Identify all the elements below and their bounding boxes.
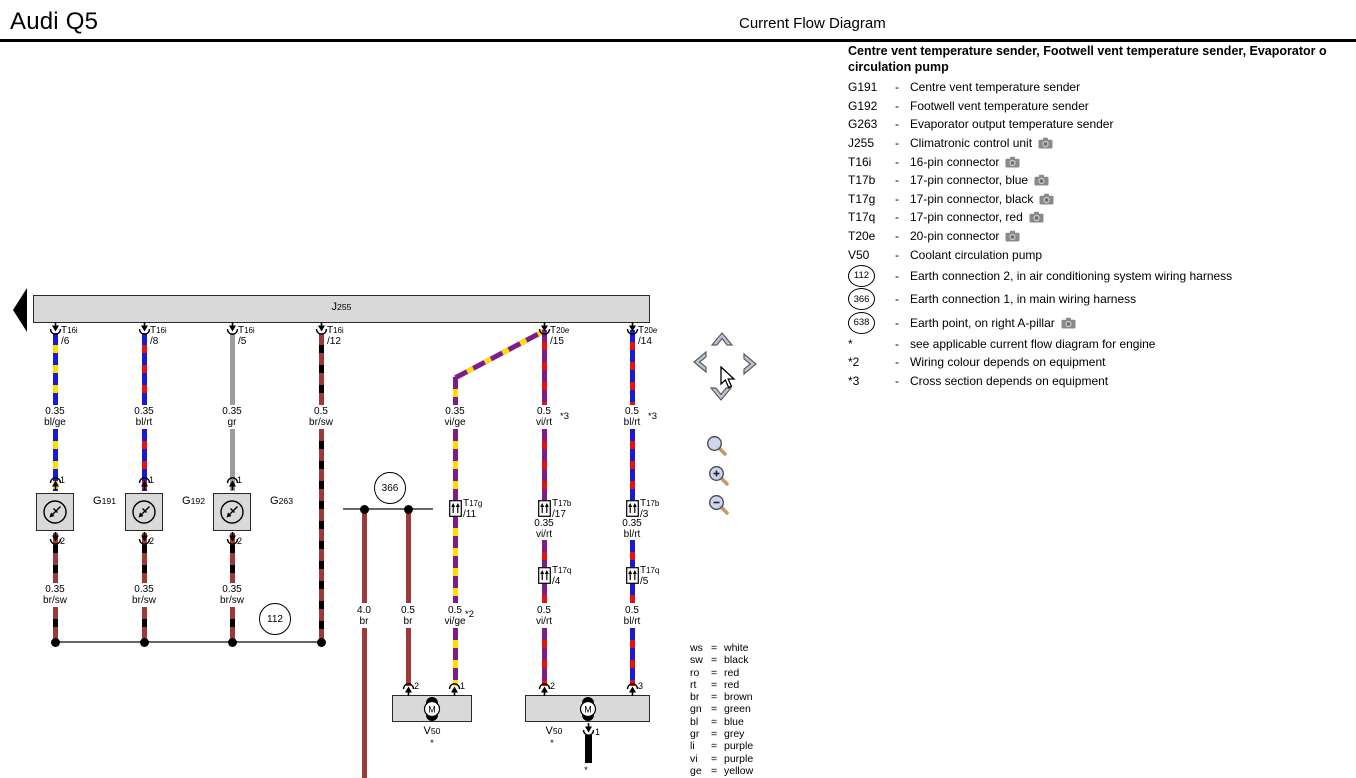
footnote-mark: * [430,738,434,749]
color-name: yellow [724,764,754,777]
wire-label: 4.0 br [357,605,371,627]
legend-dash: - [895,80,899,95]
legend-code: G263 [848,117,878,132]
legend-code: G192 [848,98,878,113]
temperature-sensor-icon [130,498,158,526]
wire-segment [542,540,547,567]
color-abbr: gr [690,728,700,741]
inline-connector-icon [449,500,462,517]
wire-segment [53,333,58,405]
legend-code: T17q [848,210,876,225]
footnote-mark: * [584,765,588,776]
legend-description: Cross section depends on equipment [910,373,1109,388]
component-label: V50 [545,725,563,737]
temperature-sensor-icon [218,498,246,526]
color-name: purple [724,740,754,753]
wire-segment [542,330,547,405]
wire-label: 0.5 bl/rt [623,406,641,428]
legend-dash: - [895,292,899,307]
wire-label: 0.35 bl/rt [134,406,154,428]
color-abbr: vi [690,752,698,765]
footnote-mark: *2 [465,609,474,620]
header-rule [0,39,1356,42]
inline-connector-icon [538,500,551,517]
legend-description: Earth connection 2, in air conditioning system wiring harness [910,268,1233,283]
color-name: red [724,666,740,679]
wire-label: 0.35 vi/ge [444,406,466,428]
pin-number: 1 [595,727,601,737]
wire-label: 0.5 br/sw [309,406,333,428]
wire-segment [230,333,235,405]
wire-label: 0.35 br/sw [132,584,156,606]
component-label: G263 [270,495,294,507]
component-label: G191 [93,495,117,507]
legend-code: G191 [848,80,878,95]
legend-dash: - [895,191,899,206]
legend-code: V50 [848,247,870,262]
wire-diagonal [450,325,550,383]
legend-description: 20-pin connector [910,229,1000,244]
wire-segment [142,607,147,641]
earth-circle: 112 [259,603,291,635]
legend-dash: - [895,336,899,351]
legend-code: T20e [848,229,876,244]
motor-icon [423,697,441,721]
pin-label: T16i /8 [150,325,167,347]
legend-dash: - [895,229,899,244]
page-title: Current Flow Diagram [739,15,886,32]
wire-label: 0.35 gr [222,406,242,428]
wire-segment [542,429,547,500]
legend-code: T17g [848,191,876,206]
mouse-cursor [719,366,737,390]
legend-dash: - [895,173,899,188]
legend-dash: - [895,315,899,330]
legend-description: 17-pin connector, blue [910,173,1029,188]
junction-dot [360,505,369,514]
pin-number: 3 [638,681,644,691]
junction-dot [404,505,413,514]
pin-connector-icon [582,722,595,736]
legend-dash: - [895,268,899,283]
svg-text:M: M [583,704,592,715]
legend-title-line2: circulation pump [848,60,949,74]
pin-number: 2 [237,536,243,546]
color-name: blue [724,715,744,728]
legend-description: Centre vent temperature sender [910,80,1081,95]
legend-description: Evaporator output temperature sender [910,117,1114,132]
zoom-in-button[interactable] [707,464,731,488]
wire-label: 0.35 br/sw [220,584,244,606]
wire-label: 0.35 br/sw [43,584,67,606]
wire-segment [542,628,547,686]
legend-code: *3 [848,373,860,388]
prev-page-arrow[interactable] [13,288,27,332]
wire-label: 0.35 bl/ge [44,406,66,428]
wire-label: 0.5 bl/rt [623,605,641,627]
junction-dot [228,638,237,647]
legend-description: Footwell vent temperature sender [910,98,1089,113]
legend-description: Climatronic control unit [910,136,1033,151]
earth-symbol-icon: 366 [848,288,875,310]
color-abbr: ro [690,666,700,679]
color-abbr: br [690,691,700,704]
earth-symbol-icon: 638 [848,312,875,334]
equals-sign: = [711,703,718,716]
wire-segment [630,628,635,686]
legend-dash: - [895,117,899,132]
inline-connector-icon [538,567,551,584]
wire-segment [453,516,458,603]
pin-label: T16i /6 [61,325,78,347]
wire-segment [453,628,458,686]
wire-label: 0.5 br [401,605,415,627]
wire-segment [406,628,411,686]
legend-dash: - [895,210,899,225]
pin-label: T16i /12 [327,325,344,347]
legend-description: Earth connection 1, in main wiring harness [910,292,1137,307]
earth-bus-line [55,641,321,643]
earth-circle: 366 [374,472,406,504]
wire-segment [319,429,324,641]
wire-segment [230,607,235,641]
wire-segment [362,509,367,603]
footnote-mark: *3 [560,411,569,422]
legend-title-line1: Centre vent temperature sender, Footwell vent temperature sender, Evaporator o [848,44,1327,58]
wire-segment [630,429,635,500]
legend-code: T17b [848,173,876,188]
equals-sign: = [711,764,718,777]
color-name: grey [724,728,745,741]
color-abbr: sw [690,654,703,667]
wire-segment [630,330,635,405]
pin-label: T16i /5 [238,325,255,347]
footnote-mark: *3 [648,411,657,422]
legend-description: see applicable current flow diagram for engine [910,336,1156,351]
inline-connector-label: T17b /17 [552,498,572,520]
wire-segment [453,429,458,500]
junction-dot [51,638,60,647]
pin-label: T20e /15 [550,325,570,347]
inline-connector-icon [626,567,639,584]
pin-number: 1 [237,475,243,485]
color-abbr: gn [690,703,702,716]
equals-sign: = [711,642,718,654]
legend-description: Wiring colour depends on equipment [910,355,1106,370]
color-abbr: bl [690,715,699,728]
inline-connector-label: T17g /11 [463,498,483,520]
inline-connector-label: T17q /4 [552,565,572,587]
legend-code: *2 [848,355,860,370]
pin-number: 2 [550,681,556,691]
legend-code: J255 [848,136,875,151]
color-abbr: ws [690,642,703,654]
color-abbr: li [690,740,695,753]
zoom-out-button[interactable] [707,493,731,517]
equals-sign: = [711,740,718,753]
color-name: white [724,642,749,654]
color-name: brown [724,691,753,704]
wire-segment [406,509,411,603]
legend-dash: - [895,98,899,113]
color-abbr: rt [690,678,697,691]
wire-segment [630,540,635,567]
junction-dot [317,638,326,647]
pin-number: 2 [149,536,155,546]
pin-number: 2 [60,536,66,546]
wire-segment [585,735,592,763]
zoom-select-button[interactable] [705,434,729,458]
equals-sign: = [711,678,718,691]
legend-dash: - [895,154,899,169]
junction-dot [140,638,149,647]
equals-sign: = [711,715,718,728]
wire-segment [453,377,458,405]
wire-segment [542,583,547,603]
pin-number: 1 [460,681,466,691]
legend-description: 16-pin connector [910,154,1000,169]
color-name: green [724,703,751,716]
inline-connector-label: T17b /3 [640,498,660,520]
pin-number: 2 [414,681,420,691]
color-name: black [724,654,749,667]
pan-right-button[interactable] [741,351,761,377]
pin-number: 1 [60,475,66,485]
color-name: purple [724,752,754,765]
earth-symbol-icon: 112 [848,265,875,287]
wire-segment [630,583,635,603]
footnote-mark: * [550,738,554,749]
wire-label: 0.35 bl/rt [622,518,642,540]
legend-dash: - [895,373,899,388]
color-abbr: ge [690,764,702,777]
equals-sign: = [711,654,718,667]
legend-dash: - [895,247,899,262]
equals-sign: = [711,752,718,765]
legend-dash: - [895,136,899,151]
wire-label: 0.35 vi/rt [534,518,554,540]
legend-code: T16i [848,154,872,169]
legend-description: Coolant circulation pump [910,247,1043,262]
pin-label: T20e /14 [638,325,658,347]
component-label: G192 [182,495,206,507]
wire-label: 0.5 vi/rt [535,605,553,627]
legend-code: * [848,336,853,351]
wire-segment [319,333,324,405]
motor-icon [579,697,597,721]
component-label: V50 [423,725,441,737]
equals-sign: = [711,666,718,679]
wire-segment [53,607,58,641]
equals-sign: = [711,691,718,704]
wire-label: 0.5 vi/ge [444,605,466,627]
inline-connector-icon [626,500,639,517]
wire-segment [362,628,367,778]
control-unit-label: J255 [331,301,352,313]
wiring-diagram [0,43,1356,778]
temperature-sensor-icon [41,498,69,526]
earth-bus-line [343,508,433,510]
pan-up-button[interactable] [709,328,735,348]
legend-description: 17-pin connector, red [910,210,1023,225]
legend-description: 17-pin connector, black [910,191,1034,206]
brand-title: Audi Q5 [10,8,99,35]
wire-label: 0.5 vi/rt [535,406,553,428]
inline-connector-label: T17q /5 [640,565,660,587]
pin-number: 1 [149,475,155,485]
svg-text:M: M [428,704,436,715]
legend-description: Earth point, on right A-pillar [910,315,1055,330]
wire-segment [142,333,147,405]
pan-left-button[interactable] [689,349,709,375]
legend-dash: - [895,355,899,370]
color-name: red [724,678,740,691]
equals-sign: = [711,728,718,741]
